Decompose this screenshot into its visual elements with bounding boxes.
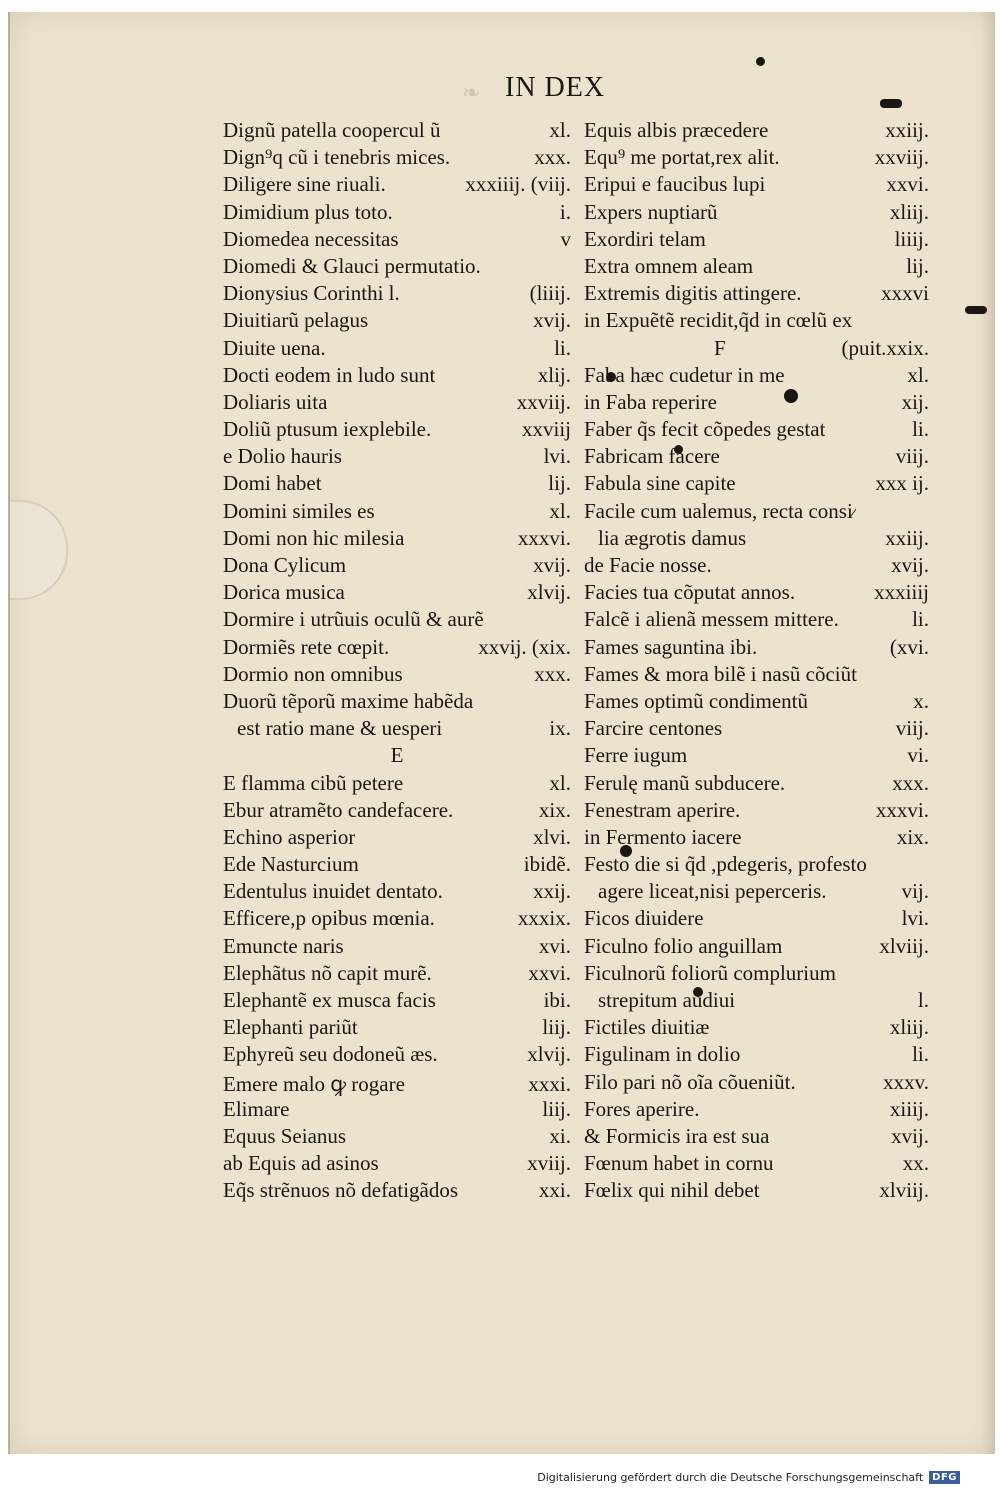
index-term: in Fermento iacere <box>584 824 742 849</box>
index-entry <box>584 635 929 662</box>
index-term: Expers nuptiarũ <box>584 199 718 224</box>
index-folio: xlviij. <box>879 933 929 958</box>
index-folio: xxx. <box>534 661 571 686</box>
index-folio: xxvi. <box>528 960 571 985</box>
index-folio: li. <box>912 1042 929 1067</box>
index-folio: x. <box>913 688 929 713</box>
index-entry <box>584 1097 929 1124</box>
index-entry <box>223 227 571 254</box>
index-entry <box>223 607 571 634</box>
index-folio: xij. <box>901 389 929 414</box>
index-folio: xxx. <box>534 145 571 170</box>
index-entry <box>584 499 929 526</box>
index-term: in Faba reperire <box>584 389 717 414</box>
index-entry <box>584 662 929 689</box>
index-term: Fictiles diuitiæ <box>584 1015 710 1040</box>
index-entry <box>223 825 571 852</box>
index-entry <box>223 662 571 689</box>
index-entry <box>584 771 929 798</box>
index-folio: liij. <box>542 1096 571 1121</box>
index-term: Extra omnem aleam <box>584 253 754 278</box>
ink-spot <box>880 99 902 108</box>
index-entry <box>584 1124 929 1151</box>
index-entry <box>223 1042 571 1069</box>
index-term: ab Equis ad asinos <box>223 1151 379 1176</box>
index-term: Ferulę manũ subducere. <box>584 770 786 795</box>
index-entry <box>584 145 929 172</box>
index-term: Emere malo ꝙ rogare <box>223 1071 405 1096</box>
footer-credit <box>537 1471 960 1484</box>
index-folio: xxxix. <box>517 906 571 931</box>
index-term: Elephãtus nõ capit murẽ. <box>223 960 432 985</box>
index-entry <box>223 798 571 825</box>
index-folio: xvij. <box>533 308 571 333</box>
index-folio: xxx. <box>892 770 929 795</box>
index-folio: xxiij. <box>885 525 929 550</box>
index-folio: xxx ij. <box>875 471 929 496</box>
index-entry <box>584 988 929 1015</box>
index-entry <box>223 390 571 417</box>
index-term: Echino asperior <box>223 824 356 849</box>
index-entry <box>584 743 929 770</box>
index-term: Docti eodem in ludo sunt <box>223 362 436 387</box>
index-term: Falcẽ i alienã messem mittere. <box>584 607 839 632</box>
index-folio: xxvi. <box>886 172 929 197</box>
index-term: Faba hæc cudetur in me <box>584 362 785 387</box>
index-folio: ix. <box>549 716 571 741</box>
index-folio: xl. <box>549 770 571 795</box>
index-entry <box>584 961 929 988</box>
index-entry <box>223 906 571 933</box>
dfg-logo: DFG <box>929 1471 960 1484</box>
index-entry <box>584 580 929 607</box>
index-entry <box>584 526 929 553</box>
index-term: Fœnum habet in cornu <box>584 1151 774 1176</box>
index-folio: xviij. <box>527 1151 571 1176</box>
index-term: & Formicis ira est sua <box>584 1123 770 1148</box>
index-term: Fames saguntina ibi. <box>584 634 758 659</box>
index-term: Fames optimũ condimentũ <box>584 688 808 713</box>
index-folio: viij. <box>895 444 929 469</box>
index-term: Duorũ tẽporũ maxime habẽda <box>223 688 474 713</box>
index-term: strepitum audiui <box>598 988 736 1012</box>
index-entry <box>584 417 929 444</box>
index-folio: xlvi. <box>533 824 571 849</box>
index-term: Diomedea necessitas <box>223 226 399 251</box>
index-term: Ficos diuidere <box>584 906 704 931</box>
index-term: Dona Cylicum <box>223 553 347 577</box>
index-term: in Expuẽtẽ recidit,q̃d in cœlũ ex <box>584 308 853 333</box>
index-term: Equus Seianus <box>223 1123 347 1148</box>
index-folio: xxij. <box>533 879 571 904</box>
index-entry <box>584 363 929 390</box>
index-term: Elephanti pariũt <box>223 1015 358 1040</box>
index-term: Faber q̃s fecit cõpedes gestat <box>584 417 826 442</box>
index-entry <box>223 145 571 172</box>
index-term: Figulinam in dolio <box>584 1042 741 1067</box>
ink-spot <box>965 306 987 314</box>
index-entry <box>584 689 929 716</box>
index-entry <box>584 1042 929 1069</box>
index-folio: ibi. <box>543 988 571 1012</box>
index-folio: li. <box>554 335 571 360</box>
index-entry <box>223 988 571 1015</box>
index-entry <box>223 336 571 363</box>
index-entry <box>584 852 929 879</box>
index-entry <box>223 281 571 308</box>
index-entry <box>223 1015 571 1042</box>
index-entry <box>223 961 571 988</box>
index-term: Dormio non omnibus <box>223 661 403 686</box>
index-term: Elephantẽ ex musca facis <box>223 988 436 1012</box>
index-folio: lij. <box>906 253 929 278</box>
index-term: Farcire centones <box>584 716 723 741</box>
index-folio: viij. <box>895 716 929 741</box>
index-entry <box>223 1097 571 1124</box>
index-entry <box>223 254 571 281</box>
index-folio: (liiij. <box>529 281 571 306</box>
index-folio: lij. <box>548 471 571 496</box>
index-folio: xxxv. <box>883 1069 929 1094</box>
index-folio: xlij. <box>537 362 571 387</box>
index-folio: v <box>560 226 571 251</box>
index-column-left <box>223 118 571 1206</box>
index-term: agere liceat,nisi peperceris. <box>598 879 827 904</box>
index-folio: lvi. <box>901 906 929 931</box>
index-term: Domi non hic milesia <box>223 525 405 550</box>
index-term: Extremis digitis attingere. <box>584 281 802 306</box>
index-term: Exordiri telam <box>584 226 706 251</box>
index-entry <box>584 281 929 308</box>
index-term: Emuncte naris <box>223 933 344 958</box>
index-folio: l. <box>917 988 929 1012</box>
index-term: Eq̃s strẽnuos nõ defatigãdos <box>223 1178 459 1203</box>
index-term: Festo die si q̃d ,pdegeris, profesto <box>584 852 867 877</box>
index-entry <box>223 553 571 580</box>
index-term: Edentulus inuidet dentato. <box>223 879 443 904</box>
index-term: Fames & mora bilẽ i nasũ cõciũt <box>584 661 857 686</box>
index-term: Equis albis præcedere <box>584 118 769 142</box>
index-entry <box>223 1070 571 1097</box>
index-entry <box>223 580 571 607</box>
index-entry <box>584 1015 929 1042</box>
index-entry <box>223 689 571 716</box>
index-term: Doliũ ptusum iexplebile. <box>223 417 432 442</box>
index-entry <box>584 716 929 743</box>
index-folio: li. <box>912 417 929 442</box>
index-term: Fenestram aperire. <box>584 797 741 822</box>
index-folio: xvij. <box>891 553 929 577</box>
index-entry <box>223 499 571 526</box>
index-term: de Facie nosse. <box>584 553 712 577</box>
header-ornament: ❧ <box>462 80 481 105</box>
index-entry <box>584 308 929 335</box>
index-term: Dorica musica <box>223 580 345 605</box>
index-term: Diuitiarũ pelagus <box>223 308 369 333</box>
index-folio: xx. <box>902 1151 929 1176</box>
page-title: IN DEX <box>505 72 606 103</box>
index-term: Ficulno folio anguillam <box>584 933 783 958</box>
index-folio: (xvi. <box>889 634 929 659</box>
index-entry <box>223 417 571 444</box>
index-entry <box>584 336 929 363</box>
index-term: Dormire i utrũuis oculũ & aurẽ <box>223 607 484 632</box>
index-folio: xxxi. <box>528 1071 571 1096</box>
index-term: Ebur atramẽto candefacere. <box>223 797 454 822</box>
index-term: Fores aperire. <box>584 1096 700 1121</box>
index-entry <box>223 1151 571 1178</box>
index-folio: xxviij. <box>874 145 929 170</box>
index-term: Ferre iugum <box>584 743 688 768</box>
index-folio: xxxvi <box>881 281 929 306</box>
index-term: Diligere sine riuali. <box>223 172 386 197</box>
index-folio: liij. <box>542 1015 571 1040</box>
index-term: Equ⁹ me portat,rex alit. <box>584 145 780 170</box>
index-folio: xxxiiij <box>874 580 929 605</box>
index-term: Dign⁹q cũ i tenebris mices. <box>223 145 451 170</box>
index-folio: xxviij <box>521 417 571 442</box>
index-term: Doliaris uita <box>223 389 328 414</box>
index-term: Elimare <box>223 1096 290 1121</box>
index-entry <box>223 363 571 390</box>
index-term: E <box>390 743 404 768</box>
index-entry <box>223 200 571 227</box>
index-term: Fœlix qui nihil debet <box>584 1178 760 1203</box>
index-entry <box>223 444 571 471</box>
index-term: Eripui e faucibus lupi <box>584 172 766 197</box>
index-entry <box>223 879 571 906</box>
index-folio: xl. <box>549 498 571 523</box>
index-entry <box>584 798 929 825</box>
index-entry <box>584 553 929 580</box>
index-entry <box>584 879 929 906</box>
index-folio: xvij. <box>533 553 571 577</box>
index-term: Fabula sine capite <box>584 471 736 496</box>
index-term: Ede Nasturcium <box>223 852 359 877</box>
index-folio: xiiij. <box>889 1096 929 1121</box>
index-folio: xlvij. <box>527 1042 571 1067</box>
index-entry <box>584 825 929 852</box>
clip-mark <box>10 500 68 600</box>
index-folio: li. <box>912 607 929 632</box>
index-entry <box>223 934 571 961</box>
index-term: Domini similes es <box>223 498 375 523</box>
index-folio: liiij. <box>894 226 929 251</box>
index-term: lia ægrotis damus <box>598 525 747 550</box>
index-entry <box>584 934 929 961</box>
index-folio: xvij. <box>891 1123 929 1148</box>
index-entry <box>584 200 929 227</box>
index-folio: xxxiiij. (viij. <box>465 172 571 197</box>
index-entry <box>223 743 571 770</box>
index-entry <box>223 118 571 145</box>
index-entry <box>223 526 571 553</box>
index-term: Domi habet <box>223 471 322 496</box>
index-folio: ibidẽ. <box>523 852 571 877</box>
index-term: Dormiẽs rete cœpit. <box>223 634 390 659</box>
index-entry <box>223 308 571 335</box>
index-folio: xxiij. <box>885 118 929 142</box>
index-entry <box>584 227 929 254</box>
index-folio: xxviij. <box>516 389 571 414</box>
index-entry <box>223 635 571 662</box>
index-term: Ephyreũ seu dodoneũ æs. <box>223 1042 438 1067</box>
index-folio: i. <box>559 199 571 224</box>
index-term: Diomedi & Glauci permutatio. <box>223 253 481 278</box>
index-folio: vi. <box>907 743 929 768</box>
index-entry <box>223 716 571 743</box>
index-term: Facies tua cõputat annos. <box>584 580 796 605</box>
index-folio: xlviij. <box>879 1178 929 1203</box>
index-term: Efficere,p opibus mœnia. <box>223 906 435 931</box>
index-folio: (puit.xxix. <box>841 335 929 360</box>
index-term: F <box>714 335 726 360</box>
index-entry <box>584 172 929 199</box>
index-term: est ratio mane & uesperi <box>237 716 443 741</box>
index-entry <box>584 444 929 471</box>
index-folio: xxi. <box>538 1178 571 1203</box>
index-term: Ficulnorũ foliorũ complurium <box>584 960 836 985</box>
index-entry <box>584 390 929 417</box>
index-term: Fabricam facere <box>584 444 720 469</box>
index-folio: xxxvi. <box>875 797 929 822</box>
index-term: Diuite uena. <box>223 335 326 360</box>
index-entry <box>584 906 929 933</box>
index-term: Dimidium plus toto. <box>223 199 393 224</box>
index-folio: vij. <box>901 879 929 904</box>
index-folio: xliij. <box>889 199 929 224</box>
index-folio: xi. <box>549 1123 571 1148</box>
index-entry <box>223 1178 571 1205</box>
index-folio: xxxvi. <box>517 525 571 550</box>
index-entry <box>584 1070 929 1097</box>
index-term: Facile cum ualemus, recta consi⁄ <box>584 498 857 523</box>
page-edge <box>981 12 995 1454</box>
index-entry <box>223 1124 571 1151</box>
index-entry <box>584 607 929 634</box>
index-folio: lvi. <box>543 444 571 469</box>
footer-credit-text: Digitalisierung gefördert durch die Deutsche Forschungsgemeinschaft <box>537 1471 924 1484</box>
index-entry <box>584 254 929 281</box>
index-folio: xvi. <box>538 933 571 958</box>
index-entry <box>223 852 571 879</box>
index-term: e Dolio hauris <box>223 444 342 469</box>
index-folio: xliij. <box>889 1015 929 1040</box>
index-entry <box>584 1178 929 1205</box>
index-folio: xix. <box>538 797 571 822</box>
index-entry <box>223 771 571 798</box>
index-entry <box>584 118 929 145</box>
index-entry <box>584 471 929 498</box>
index-entry <box>223 471 571 498</box>
index-column-right <box>584 118 929 1206</box>
index-term: Filo pari nõ oĩa cõueniũt. <box>584 1069 796 1094</box>
index-term: E flamma cibũ petere <box>223 770 404 795</box>
index-entry <box>223 172 571 199</box>
index-folio: xl. <box>549 118 571 142</box>
index-folio: xxvij. (xix. <box>478 634 571 659</box>
index-term: Dignũ patella coopercul ũ <box>223 118 441 142</box>
index-term: Dionysius Corinthi l. <box>223 281 400 306</box>
index-entry <box>584 1151 929 1178</box>
index-folio: xl. <box>907 362 929 387</box>
ink-spot <box>756 57 765 66</box>
index-folio: xlvij. <box>527 580 571 605</box>
index-folio: xix. <box>896 824 929 849</box>
